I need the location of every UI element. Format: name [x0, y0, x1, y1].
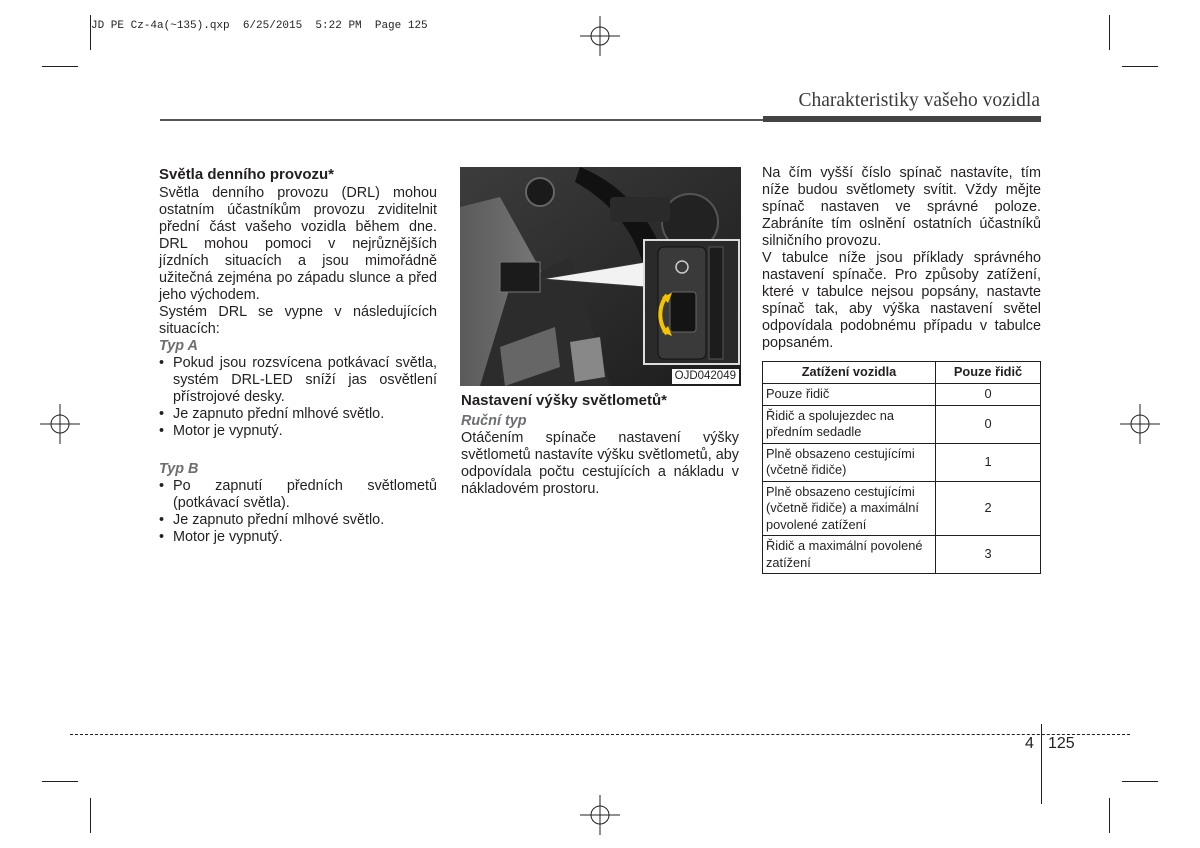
table-header-row	[763, 362, 1041, 384]
drl-off-intro: Systém DRL se vypne v následujících situacích:	[159, 304, 437, 337]
right-column	[762, 165, 1041, 352]
table-cell: 0	[936, 384, 1041, 406]
type-a-list	[159, 355, 437, 440]
list-item: • Je zapnuto přední mlhové světlo.	[159, 406, 437, 423]
right-para-2: V tabulce níže jsou příklady správného nastavení spínače. Pro způsoby zatížení, které v tabulce nejsou popsány, nastavte spínač tak, aby výška nastavení světel odpovídala podobnému případu v tabulce popsaném.	[762, 250, 1041, 351]
leveling-heading: Nastavení výšky světlometů*	[461, 392, 667, 409]
table-cell: 0	[936, 405, 1041, 443]
type-a-label: Typ A	[159, 338, 198, 354]
print-slug: JD PE Cz-4a(~135).qxp 6/25/2015 5:22 PM Page 125	[91, 20, 428, 32]
leveling-text: Otáčením spínače nastavení výšky světlometů nastavíte výšku světlometů, aby odpovídala počtu cestujících a nákladu v nákladovém prostoru.	[461, 430, 739, 497]
headlight-leveling-photo	[460, 167, 741, 386]
registration-mark-bottom	[580, 795, 620, 835]
table-header: Pouze řidič	[936, 362, 1041, 384]
figure-code: OJD042049	[672, 369, 739, 384]
type-b-label: Typ B	[159, 461, 199, 477]
header-rule-accent	[763, 116, 1041, 122]
table-cell: Řidič a spolujezdec na předním sedadle	[763, 405, 936, 443]
table-row	[763, 443, 1041, 481]
registration-mark-top	[580, 16, 620, 56]
table-row	[763, 405, 1041, 443]
drl-intro: Světla denního provozu (DRL) mohou ostatním účastníkům provozu zviditelnit přední část vašeho vozidla během dne. DRL mohou pomoci v nejrůznějších jízdních situacích a jsou mimořádně užitečná zejména po západu slunce a před jeho východem.	[159, 185, 437, 303]
table-cell: 2	[936, 481, 1041, 536]
registration-mark-right	[1120, 404, 1160, 444]
list-item: • Je zapnuto přední mlhové světlo.	[159, 512, 437, 529]
leveling-section	[461, 392, 739, 498]
manual-type-label: Ruční typ	[461, 413, 527, 429]
table-cell: 3	[936, 536, 1041, 574]
header-rule	[160, 119, 765, 121]
table-cell: Plně obsazeno cestujícími (včetně řidiče) a maximální povolené zatížení	[763, 481, 936, 536]
table-row	[763, 481, 1041, 536]
table-cell: Řidič a maximální povolené zatížení	[763, 536, 936, 574]
table-row	[763, 536, 1041, 574]
footer-dashed-rule	[70, 734, 1130, 735]
table-header: Zatížení vozidla	[763, 362, 936, 384]
drl-section	[159, 166, 437, 546]
chapter-title: Charakteristiky vašeho vozidla	[798, 90, 1040, 111]
table-row	[763, 384, 1041, 406]
type-b-list	[159, 478, 437, 546]
table-cell: Pouze řidič	[763, 384, 936, 406]
list-item: • Po zapnutí předních světlometů (potkávací světla).	[159, 478, 437, 512]
footer-divider	[1041, 724, 1042, 804]
page-number: 125	[1048, 735, 1075, 752]
list-item: • Pokud jsou rozsvícena potkávací světla, systém DRL-LED sníží jas osvětlení přístrojové desky.	[159, 355, 437, 406]
list-item: • Motor je vypnutý.	[159, 423, 437, 440]
table-cell: 1	[936, 443, 1041, 481]
load-table	[762, 361, 1041, 574]
table-cell: Plně obsazeno cestujícími (včetně řidiče)	[763, 443, 936, 481]
registration-mark-left	[40, 404, 80, 444]
list-item: • Motor je vypnutý.	[159, 529, 437, 546]
right-para-1: Na čím vyšší číslo spínač nastavíte, tím níže budou světlomety svítit. Vždy mějte spínač nastaven ve správné poloze. Zabráníte tím oslnění ostatních účastníků silničního provozu.	[762, 165, 1041, 249]
drl-heading: Světla denního provozu*	[159, 166, 335, 183]
chapter-number: 4	[1025, 735, 1034, 752]
